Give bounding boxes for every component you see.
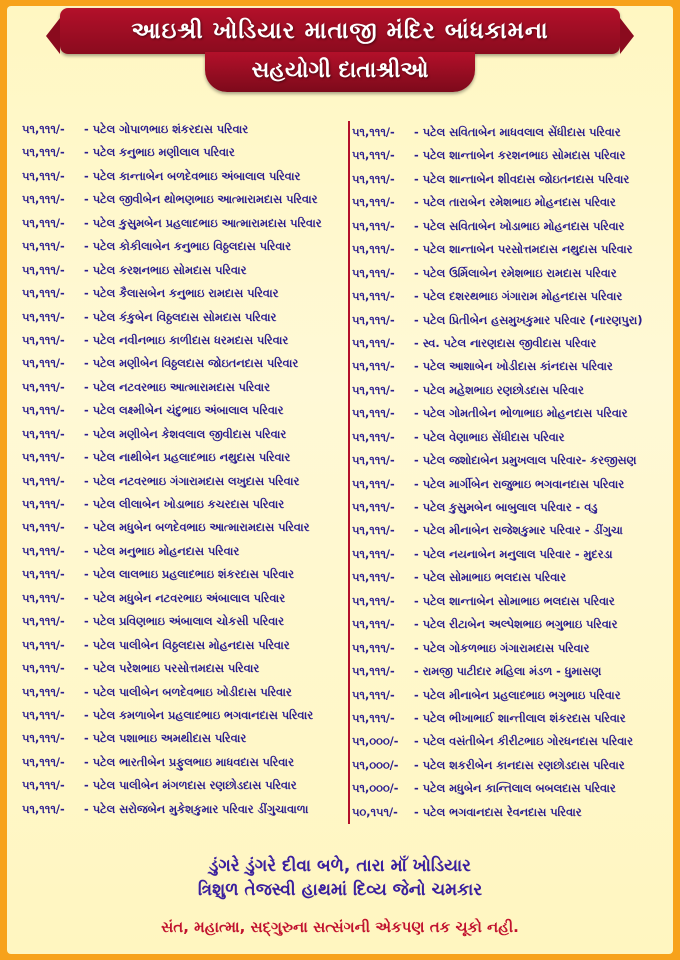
donor-row <box>350 730 672 753</box>
donor-name: પટેલ પાલીબેન વિઠ્ઠલદાસ મોહનદાસ પરિવાર <box>92 638 290 652</box>
donor-row <box>350 519 672 542</box>
donor-name: પટેલ શાન્તાબેન પરસોત્તમદાસ નથુદાસ પરિવાર <box>422 243 633 257</box>
donation-amount: ૫૧,૧૧૧/- <box>22 427 65 441</box>
donor-row <box>22 399 340 422</box>
donation-amount: ૫૧,૧૧૧/- <box>352 641 395 655</box>
donor-row <box>22 188 340 211</box>
donor-row <box>350 590 672 613</box>
separator-dash: - <box>414 149 419 163</box>
separator-dash: - <box>414 407 419 421</box>
separator-dash: - <box>84 193 89 207</box>
donation-amount: ૫૧,૧૧૧/- <box>22 216 65 230</box>
donation-amount: ૫૧,૧૧૧/- <box>352 383 395 397</box>
donor-row <box>350 543 672 566</box>
donor-row <box>22 282 340 305</box>
separator-dash: - <box>414 196 419 210</box>
separator-dash: - <box>84 544 89 558</box>
donor-name: પટેલ પ્રિતીબેન હસમુખકુમાર પરિવાર (નારણપુરા) <box>422 313 643 327</box>
donation-amount: ૫૧,૧૧૧/- <box>352 665 395 679</box>
donor-row <box>350 332 672 355</box>
separator-dash: - <box>84 357 89 371</box>
donor-row <box>22 235 340 258</box>
donor-row <box>350 566 672 589</box>
separator-dash: - <box>414 313 419 327</box>
donor-name: પટેલ નવીનભાઇ કાળીદાસ ધરમદાસ પરિવાર <box>92 333 289 347</box>
separator-dash: - <box>414 524 419 538</box>
separator-dash: - <box>84 169 89 183</box>
separator-dash: - <box>84 638 89 652</box>
separator-dash: - <box>84 568 89 582</box>
donor-row <box>22 470 340 493</box>
separator-dash: - <box>414 594 419 608</box>
donation-amount: ૫૧,૧૧૧/- <box>352 454 395 468</box>
separator-dash: - <box>84 685 89 699</box>
donation-amount: ૫૧,૧૧૧/- <box>22 474 65 488</box>
donor-name: પટેલ ગોકળભાઇ ગંગારામદાસ પરિવાર <box>422 641 590 655</box>
donor-name: પટેલ રીટાબેન અલ્પેશભાઇ ભગુભાઇ પરિવાર <box>422 618 618 632</box>
separator-dash: - <box>414 758 419 772</box>
donation-amount: ૫૧,૧૧૧/- <box>22 240 65 254</box>
donor-name: પટેલ નાથીબેન પ્રહલાદભાઇ નથુદાસ પરિવાર <box>92 451 291 465</box>
donor-name: પટેલ નટવરભાઇ ગંગારામદાસ લખુદાસ પરિવાર <box>92 474 300 488</box>
separator-dash: - <box>414 641 419 655</box>
donor-row <box>350 777 672 800</box>
donation-amount: ૫૧,૦૦૦/- <box>352 735 399 749</box>
donor-row <box>22 212 340 235</box>
donation-amount: ૫૧,૧૧૧/- <box>22 333 65 347</box>
donation-amount: ૫૧,૧૧૧/- <box>22 357 65 371</box>
donor-row <box>22 259 340 282</box>
donation-amount: ૫૧,૧૧૧/- <box>22 404 65 418</box>
donor-row <box>350 402 672 425</box>
footer-text: સંત, મહાત્મા, સદ્ગુરુના સત્સંગની એકપણ તક ચૂકો નહી. <box>161 918 519 936</box>
donor-name: પટેલ ભારતીબેન પ્રફુલભાઇ માધવદાસ પરિવાર <box>92 755 294 769</box>
donation-amount: ૫૧,૧૧૧/- <box>22 451 65 465</box>
donor-name: પટેલ મધુબેન નટવરભાઇ અંબાલાલ પરિવાર <box>92 591 286 605</box>
donor-row <box>350 426 672 449</box>
donor-row <box>22 751 340 774</box>
donor-row <box>22 423 340 446</box>
donor-row <box>350 613 672 636</box>
donation-amount: ૫૧,૧૧૧/- <box>22 263 65 277</box>
donor-row <box>22 798 340 821</box>
donor-name: પટેલ શાન્તાબેન કરશનભાઇ સોમદાસ પરિવાર <box>422 149 626 163</box>
donor-row <box>350 496 672 519</box>
donor-row <box>22 540 340 563</box>
separator-dash: - <box>84 802 89 816</box>
donation-amount: ૫૧,૧૧૧/- <box>352 266 395 280</box>
donor-name: પટેલ ગોમતીબેન ભોળાભાઇ મોહનદાસ પરિવાર <box>422 407 628 421</box>
donation-amount: ૫૧,૧૧૧/- <box>22 662 65 676</box>
donation-amount: ૫૧,૧૧૧/- <box>22 310 65 324</box>
donor-row <box>350 660 672 683</box>
donor-row <box>350 379 672 402</box>
donation-amount: ૫૧,૧૧૧/- <box>22 521 65 535</box>
donor-name: પટેલ મનુભાઇ મોહનદાસ પરિવાર <box>92 544 240 558</box>
donation-amount: ૫૧,૧૧૧/- <box>352 290 395 304</box>
donation-amount: ૫૧,૧૧૧/- <box>352 172 395 186</box>
donor-name: પટેલ કનુભાઇ મણીલાલ પરિવાર <box>92 146 235 160</box>
donor-row <box>350 707 672 730</box>
donation-amount: ૫૧,૧૧૧/- <box>22 591 65 605</box>
donation-amount: ૫૧,૧૧૧/- <box>22 287 65 301</box>
donation-amount: ૫૧,૧૧૧/- <box>352 126 395 139</box>
donor-name: પટેલ પ્રવિણભાઇ અંબાલાલ ચોકસી પરિવાર <box>92 615 284 629</box>
donor-row <box>350 473 672 496</box>
donor-name: પટેલ શાન્તાબેન શીવદાસ જોઇતનદાસ પરિવાર <box>422 172 630 186</box>
donation-amount: ૫૧,૧૧૧/- <box>22 498 65 511</box>
separator-dash: - <box>84 263 89 277</box>
separator-dash: - <box>414 735 419 749</box>
separator-dash: - <box>84 779 89 793</box>
donor-row <box>22 681 340 704</box>
donor-name: પટેલ મીનાબેન રાજેશકુમાર પરિવાર - ડીંગુચા <box>422 524 623 538</box>
donation-amount: ૫૧,૧૧૧/- <box>22 732 65 746</box>
donor-row <box>22 446 340 469</box>
donor-name: પટેલ શકરીબેન કાનદાસ રણછોડદાસ પરિવાર <box>422 758 625 772</box>
donor-name: પટેલ લીલાબેન ખોડાભાઇ કચરદાસ પરિવાર <box>92 498 285 511</box>
donation-amount: ૫૦,૧૫૧/- <box>352 805 398 819</box>
donor-name: સ્વ. પટેલ નારણદાસ જીવીદાસ પરિવાર <box>422 336 597 350</box>
donation-amount: ૫૧,૧૧૧/- <box>22 708 65 722</box>
separator-dash: - <box>84 310 89 324</box>
donor-name: પટેલ શાન્તાબેન સોમાભાઇ ભલદાસ પરિવાર <box>422 594 615 608</box>
donor-name: રામજી પાટીદાર મહિલા મંડળ - ધુમાસણ <box>422 665 602 679</box>
separator-dash: - <box>84 755 89 769</box>
donation-amount: ૫૧,૧૧૧/- <box>352 313 395 327</box>
donor-row <box>350 191 672 214</box>
donor-name: પટેલ કૈલાસબેન કનુભાઇ રામદાસ પરિવાર <box>92 287 279 301</box>
donation-amount: ૫૧,૧૧૧/- <box>22 802 65 816</box>
separator-dash: - <box>414 290 419 304</box>
separator-dash: - <box>84 591 89 605</box>
separator-dash: - <box>414 477 419 491</box>
donation-amount: ૫૧,૦૦૦/- <box>352 782 399 796</box>
donor-name: પટેલ મહેશભાઇ રણછોડદાસ પરિવાર <box>422 383 584 397</box>
donation-amount: ૫૧,૧૧૧/- <box>22 638 65 652</box>
separator-dash: - <box>414 383 419 397</box>
donor-name: પટેલ કમળાબેન પ્રહલાદભાઇ ભગવાનદાસ પરિવાર <box>92 708 314 722</box>
donation-amount: ૫૧,૧૧૧/- <box>22 380 65 394</box>
donor-row <box>22 634 340 657</box>
donor-row <box>22 493 340 516</box>
donor-name: પટેલ માર્ગીબેન રાજુભાઇ ભગવાનદાસ પરિવાર <box>422 477 625 491</box>
donor-row <box>350 449 672 472</box>
separator-dash: - <box>84 451 89 465</box>
separator-dash: - <box>84 708 89 722</box>
donor-name: પટેલ ભીખાભાઈ શાન્તીલાલ શંકરદાસ પરિવાર <box>422 711 626 725</box>
donor-name: પટેલ ઉર્મિલાબેન રમેશભાઇ રામદાસ પરિવાર <box>422 266 617 280</box>
donor-list-right <box>348 121 672 824</box>
donation-amount: ૫૧,૧૧૧/- <box>22 755 65 769</box>
donation-amount: ૫૧,૧૧૧/- <box>352 711 395 725</box>
separator-dash: - <box>414 336 419 350</box>
donor-row <box>22 774 340 797</box>
slogan-line-1: ડુંગરે ડુંગરે દીવા બળે, તારા માઁ ખોડિયાર <box>209 856 471 876</box>
donor-name: પટેલ સવિતાબેન માધવલાલ સેંધીદાસ પરિવાર <box>422 126 621 139</box>
donor-name: પટેલ મણીબેન વિઠ્ઠલદાસ જોઇતનદાસ પરિવાર <box>92 357 299 371</box>
separator-dash: - <box>84 240 89 254</box>
donation-amount: ૫૧,૧૧૧/- <box>22 544 65 558</box>
separator-dash: - <box>414 266 419 280</box>
donor-name: પટેલ વેણાભાઇ સેંધીદાસ પરિવાર <box>422 430 565 444</box>
donor-name: પટેલ કાન્તાબેન બળદેવભાઇ અંબાલાલ પરિવાર <box>92 169 301 183</box>
donor-name: પટેલ મીનાબેન પ્રહલાદભાઇ ભગુભાઇ પરિવાર <box>422 688 621 702</box>
donation-amount: ૫૧,૧૧૧/- <box>352 196 395 210</box>
separator-dash: - <box>84 404 89 418</box>
donor-row <box>350 168 672 191</box>
donation-amount: ૫૧,૧૧૧/- <box>352 618 395 632</box>
donation-amount: ૫૧,૧૧૧/- <box>352 547 395 561</box>
separator-dash: - <box>414 571 419 585</box>
donor-row <box>22 563 340 586</box>
donor-name: પટેલ મણીબેન કેશવલાલ જીવીદાસ પરિવાર <box>92 427 287 441</box>
donor-row <box>350 144 672 167</box>
donation-amount: ૫૧,૦૦૦/- <box>352 758 399 772</box>
separator-dash: - <box>414 782 419 796</box>
donor-name: પટેલ આશાબેન ખોડીદાસ કાંનદાસ પરિવાર <box>422 360 613 374</box>
separator-dash: - <box>84 732 89 746</box>
donation-amount: ૫૧,૧૧૧/- <box>22 779 65 793</box>
donation-amount: ૫૧,૧૧૧/- <box>352 407 395 421</box>
donation-amount: ૫૧,૧૧૧/- <box>22 568 65 582</box>
donor-name: પટેલ જશોદાબેન પ્રમુખલાલ પરિવાર- કરજીસણ <box>422 454 637 468</box>
donor-name: પટેલ કોકીલાબેન કનુભાઇ વિઠ્ઠલદાસ પરિવાર <box>92 240 292 254</box>
donor-row <box>350 262 672 285</box>
separator-dash: - <box>84 427 89 441</box>
donor-row <box>22 141 340 164</box>
donor-row <box>350 309 672 332</box>
donation-amount: ૫૧,૧૧૧/- <box>352 336 395 350</box>
donor-name: પટેલ પરેશભાઇ પરસોત્તમદાસ પરિવાર <box>92 662 260 676</box>
donor-row <box>350 355 672 378</box>
donor-name: પટેલ લક્ષ્મીબેન ચંદુભાઇ અંબાલાલ પરિવાર <box>92 404 284 418</box>
separator-dash: - <box>414 219 419 233</box>
separator-dash: - <box>414 711 419 725</box>
donation-amount: ૫૧,૧૧૧/- <box>22 169 65 183</box>
donor-row <box>22 306 340 329</box>
donor-row <box>22 610 340 633</box>
donor-name: પટેલ પાલીબેન મંગળદાસ રણછોડદાસ પરિવાર <box>92 779 297 793</box>
donation-amount: ૫૧,૧૧૧/- <box>352 571 395 585</box>
donor-row <box>350 285 672 308</box>
donor-row <box>350 684 672 707</box>
separator-dash: - <box>414 665 419 679</box>
donor-row <box>350 215 672 238</box>
slogan-line-2: ત્રિશુળ તેજસ્વી હાથમાં દિવ્ય જેનો ચમકાર <box>197 880 483 900</box>
donation-amount: ૫૧,૧૧૧/- <box>352 501 395 514</box>
separator-dash: - <box>84 521 89 535</box>
donor-name: પટેલ તારાબેન રમેશભાઇ મોહનદાસ પરિવાર <box>422 196 616 210</box>
separator-dash: - <box>414 454 419 468</box>
donation-amount: ૫૧,૧૧૧/- <box>352 524 395 538</box>
donation-amount: ૫૧,૧૧૧/- <box>352 430 395 444</box>
separator-dash: - <box>414 805 419 819</box>
page-title: આઇશ્રી ખોડિયાર માતાજી મંદિર બાંધકામના <box>131 18 549 44</box>
donor-name: પટેલ નટવરભાઇ આત્મારામદાસ પરિવાર <box>92 380 270 394</box>
donation-amount: ૫૧,૧૧૧/- <box>22 146 65 160</box>
donor-row <box>22 516 340 539</box>
donation-amount: ૫૧,૧૧૧/- <box>352 688 395 702</box>
donor-row <box>350 637 672 660</box>
donor-name: પટેલ કરશનભાઇ સોમદાસ પરિવાર <box>92 263 247 277</box>
donor-name: પટેલ મધુબેન કાન્તિલાલ બબલદાસ પરિવાર <box>422 782 616 796</box>
donor-name: પટેલ કુસુમબેન પ્રહલાદભાઇ આત્મારામદાસ પરિવાર <box>92 216 322 230</box>
donation-amount: ૫૧,૧૧૧/- <box>22 615 65 629</box>
donor-name: પટેલ પાલીબેન બળદેવભાઇ ખોડીદાસ પરિવાર <box>92 685 292 699</box>
donor-name: પટેલ પશાભાઇ અમથીદાસ પરિવાર <box>92 732 247 746</box>
donor-row <box>22 352 340 375</box>
separator-dash: - <box>414 501 419 514</box>
donor-row <box>22 376 340 399</box>
separator-dash: - <box>84 662 89 676</box>
donation-amount: ૫૧,૧૧૧/- <box>352 477 395 491</box>
donor-name: પટેલ કુસુમબેન બાબુલાલ પરિવાર - વડુ <box>422 501 598 514</box>
separator-dash: - <box>84 615 89 629</box>
separator-dash: - <box>414 172 419 186</box>
donor-row <box>350 754 672 777</box>
donor-name: પટેલ સોમાભાઇ ભલદાસ પરિવાર <box>422 571 566 585</box>
donor-name: પટેલ સવિતાબેન ખોડાભાઇ મોહનદાસ પરિવાર <box>422 219 625 233</box>
page-subtitle: સહયોગી દાતાશ્રીઓ <box>251 58 429 83</box>
donor-name: પટેલ ભગવાનદાસ રેવનદાસ પરિવાર <box>422 805 582 819</box>
donor-name: પટેલ દશરથભાઇ ગંગારામ મોહનદાસ પરિવાર <box>422 290 623 304</box>
separator-dash: - <box>84 287 89 301</box>
donor-name: પટેલ જીવીબેન થોભણભાઇ આત્મારામદાસ પરિવાર <box>92 193 318 207</box>
separator-dash: - <box>414 243 419 257</box>
donation-amount: ૫૧,૧૧૧/- <box>22 685 65 699</box>
donor-list-left <box>22 118 340 821</box>
donation-amount: ૫૧,૧૧૧/- <box>22 123 65 136</box>
separator-dash: - <box>414 688 419 702</box>
donor-row <box>350 238 672 261</box>
separator-dash: - <box>414 360 419 374</box>
donor-row <box>22 587 340 610</box>
separator-dash: - <box>84 474 89 488</box>
separator-dash: - <box>414 126 419 139</box>
donor-row <box>22 165 340 188</box>
donation-amount: ૫૧,૧૧૧/- <box>352 594 395 608</box>
donor-name: પટેલ નયનાબેન મનુલાલ પરિવાર - મુદરડા <box>422 547 613 561</box>
donation-amount: ૫૧,૧૧૧/- <box>352 360 395 374</box>
donor-name: પટેલ ગોપાળભાઇ શંકરદાસ પરિવાર <box>92 123 249 136</box>
donor-name: પટેલ સરોજબેન મુકેશકુમાર પરિવાર ડીંગુચાવાળા <box>92 802 309 816</box>
separator-dash: - <box>84 216 89 230</box>
donation-amount: ૫૧,૧૧૧/- <box>22 193 65 207</box>
donor-row <box>350 801 672 824</box>
donor-row <box>350 121 672 144</box>
separator-dash: - <box>84 123 89 136</box>
donation-amount: ૫૧,૧૧૧/- <box>352 243 395 257</box>
donor-row <box>22 657 340 680</box>
separator-dash: - <box>414 430 419 444</box>
donation-amount: ૫૧,૧૧૧/- <box>352 149 395 163</box>
donor-name: પટેલ કંકુબેન વિઠ્ઠલદાસ સોમદાસ પરિવાર <box>92 310 277 324</box>
donor-row <box>22 727 340 750</box>
separator-dash: - <box>84 380 89 394</box>
donation-amount: ૫૧,૧૧૧/- <box>352 219 395 233</box>
donor-row <box>22 329 340 352</box>
donor-row <box>22 704 340 727</box>
separator-dash: - <box>84 146 89 160</box>
donor-name: પટેલ મધુબેન બળદેવભાઇ આત્મારામદાસ પરિવાર <box>92 521 310 535</box>
donor-name: પટેલ વસંતીબેન કીરીટભાઇ ગોરધનદાસ પરિવાર <box>422 735 633 749</box>
separator-dash: - <box>414 618 419 632</box>
separator-dash: - <box>84 333 89 347</box>
separator-dash: - <box>414 547 419 561</box>
separator-dash: - <box>84 498 89 511</box>
donor-row <box>22 118 340 141</box>
donor-name: પટેલ લાલભાઇ પ્રહલાદભાઇ શંકરદાસ પરિવાર <box>92 568 294 582</box>
